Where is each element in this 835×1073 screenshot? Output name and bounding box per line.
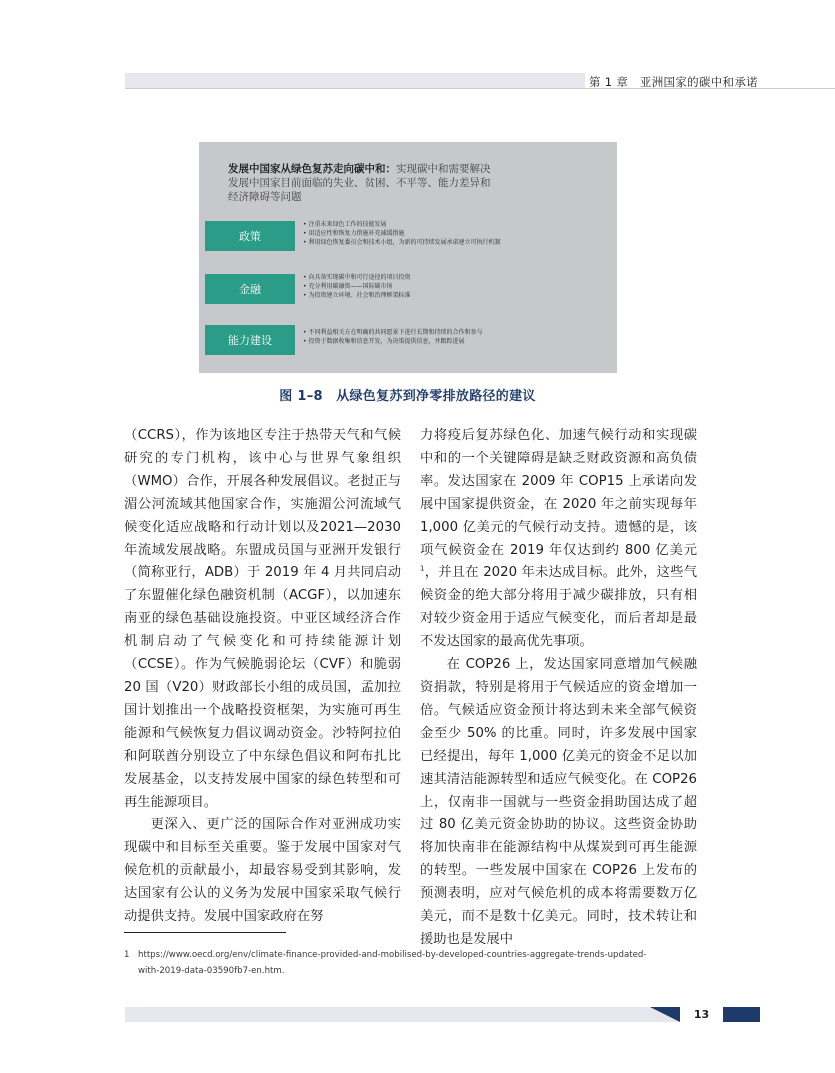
bullet-item: • 充分利用碳融资——国际碳市场 — [303, 282, 393, 290]
figure-label-policy: 政策 — [205, 221, 295, 251]
bullet-item: • 用适应性和恢复力措施补充减缓措施 — [303, 229, 405, 237]
footnote-number: 1 — [124, 950, 130, 960]
bullet-item: • 不同利益相关方在明确的共同愿景下进行长期和持续的合作和参与 — [303, 329, 483, 336]
paragraph-part: 力将疫后复苏绿色化、加速气候行动和实现碳中和的一个关键障碍是缺乏财政资源和高负债率。发达国家在 2009 年 COP15 上承诺向发展中国家提供资金，在 2020 年之前实现每年 1,000 亿美元的气候行动支持。遗憾的是，该项气候资金在 2019 年仅达到约 800 亿美元 — [420, 428, 697, 558]
footer-wedge — [650, 1007, 680, 1022]
figure-bullets-policy — [303, 221, 608, 247]
footnote-ref[interactable]: 1 — [420, 565, 425, 574]
body-column-left — [124, 425, 401, 929]
paragraph: （CCRS），作为该地区专注于热带天气和气候研究的专门机构，该中心与世界气象组织（WMO）合作，开展各种发展倡议。老挝正与湄公河流域其他国家合作，实施湄公河流域气候变化适应战略和行动计划以及2021—2030 年流域发展战略。东盟成员国与亚洲开发银行（简称亚行，ADB）于 2019 年 4 月共同启动了东盟催化绿色融资机制（ACGF），以加速东南亚的绿色基础设施投资。中亚区域经济合作机制启动了气候变化和可持续能源计划（CCSE）。作为气候脆弱论坛（CVF）和脆弱 20 国（V20）财政部长小组的成员国，孟加拉国计划推出一个战略投资框架，为实施可再生能源和气候恢复力倡议调动资金。沙特阿拉伯和阿联酋分别设立了中东绿色倡议和阿布扎比发展基金，以支持发展中国家的绿色转型和可再生能源项目。 — [124, 428, 401, 810]
body-column-right — [420, 425, 697, 952]
figure-label-capacity: 能力建设 — [205, 325, 295, 355]
figure-row-capacity — [205, 325, 611, 357]
figure-title — [228, 162, 528, 204]
footer-end-block — [723, 1007, 760, 1022]
header-bar — [125, 73, 585, 88]
bullet-item: • 注重未来绿色工作的技能发展 — [303, 221, 387, 228]
footnote-link-continued[interactable]: with-2019-data-03590fb7-en.htm. — [138, 966, 285, 976]
paragraph — [420, 425, 697, 654]
figure-caption: 图 1–8 从绿色复苏到净零排放路径的建议 — [279, 389, 536, 404]
figure-title-line2: 发展中国家目前面临的失业、贫困、不平等、能力差异和 — [228, 177, 491, 189]
bullet-item: • 投资于数据收集和信息开发，为决策提供信息，并跟踪进展 — [303, 337, 465, 345]
footer-bar — [125, 1007, 685, 1022]
paragraph: 在 COP26 上，发达国家同意增加气候融资捐款，特别是将用于气候适应的资金增加一倍。气候适应资金预计将达到未来全部气候资金至少 50% 的比重。同时，许多发展中国家已经提出，每年 1,000 亿美元的资金不足以加速其清洁能源转型和适应气候变化。在 COP26 上，仅南非一国就与一些资金捐助国达成了超过 80 亿美元资金协助的协议。这些资金协助将加快南非在能源结构中从煤炭到可再生能源的转型。一些发展中国家在 COP26 上发布的预测表明，应对气候危机的成本将需要数万亿美元，而不是数十亿美元。同时，技术转让和援助也是发展中 — [420, 657, 697, 947]
figure-bullets-finance — [303, 274, 608, 300]
bullet-item: • 利用绿色恢复委员会和技术小组，为新的可持续发展承诺建立可执行机制 — [303, 238, 501, 246]
figure-bullets-capacity — [303, 329, 608, 347]
paragraph: 更深入、更广泛的国际合作对亚洲成功实现碳中和目标至关重要。鉴于发展中国家对气候危机的贡献最小，却最容易受到其影响，发达国家有公认的义务为发展中国家采取气候行动提供支持。发展中国家政府在努 — [124, 817, 401, 925]
bullet-item: • 为投资建立环境、社会和治理框架标准 — [303, 291, 411, 299]
figure-row-finance — [205, 274, 611, 306]
figure-row-policy — [205, 221, 611, 253]
footnote — [124, 947, 694, 979]
figure-label-finance: 金融 — [205, 274, 295, 304]
figure-title-line1: 实现碳中和需要解决 — [396, 163, 491, 175]
paragraph-part: ，并且在 2020 年未达成目标。此外，这些气候资金的绝大部分将用于减少碳排放，只有相对较少资金用于适应气候变化，而后者却是最不发达国家的最高优先事项。 — [420, 565, 697, 650]
figure-title-line3: 经济障碍等问题 — [228, 191, 302, 203]
bullet-item: • 向具备实现碳中和可行途径的项目投资 — [303, 274, 411, 281]
figure-title-bold: 发展中国家从绿色复苏走向碳中和： — [228, 163, 396, 175]
figure-diagram — [199, 142, 617, 373]
chapter-header: 第 1 章 亚洲国家的碳中和承诺 — [589, 75, 758, 89]
footnote-rule — [124, 932, 286, 933]
footnote-link[interactable]: https://www.oecd.org/env/climate-finance-provided-and-mobilised-by-developed-countries-aggregate-trends-updated- — [138, 950, 647, 960]
page-number: 13 — [680, 1007, 723, 1022]
